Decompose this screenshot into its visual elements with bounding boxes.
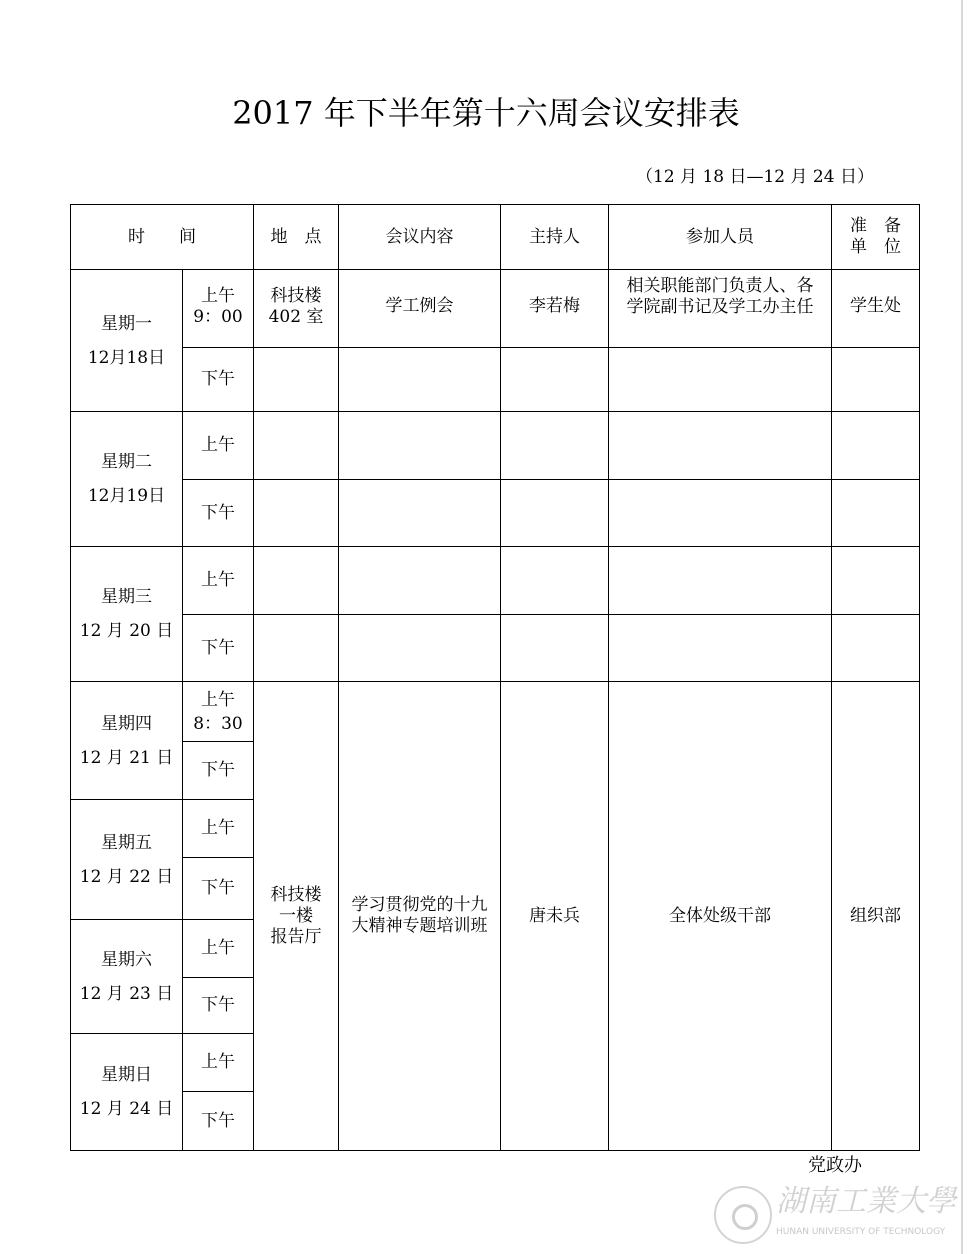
- attendees-cell: 全体处级干部: [609, 682, 832, 1151]
- time-am: 上午: [183, 1034, 254, 1092]
- time-pm: 下午: [183, 742, 254, 800]
- logo-english-name: HUNAN UNIVERSITY OF TECHNOLOGY: [776, 1227, 946, 1237]
- day-label: 星期四: [101, 713, 152, 734]
- table-row: [71, 270, 920, 348]
- empty-cell: [609, 348, 832, 412]
- day-cell: [71, 920, 183, 1034]
- empty-cell: [501, 412, 609, 480]
- empty-cell: [832, 615, 920, 682]
- day-label: 12 月 23 日: [79, 983, 174, 1004]
- day-label: 12 月 20 日: [79, 621, 174, 641]
- date-range: （12 月 18 日—12 月 24 日）: [636, 167, 874, 187]
- empty-cell: [254, 615, 339, 682]
- time-am: 上午 9：00: [183, 270, 254, 348]
- day-label: 12 月 22 日: [79, 866, 174, 887]
- time-am: 上午: [183, 920, 254, 978]
- time-pm: 下午: [183, 858, 254, 920]
- table-row: [71, 480, 920, 547]
- empty-cell: [339, 412, 501, 480]
- document-title: 2017 年下半年第十六周会议安排表: [232, 94, 740, 132]
- time-pm: 下午: [183, 1092, 254, 1151]
- empty-cell: [339, 348, 501, 412]
- place-cell: 科技楼 一楼 报告厅: [254, 682, 339, 1151]
- day-cell: [71, 1034, 183, 1151]
- schedule-table: [70, 204, 920, 1151]
- time-pm: 下午: [183, 615, 254, 682]
- empty-cell: [832, 547, 920, 615]
- empty-cell: [609, 412, 832, 480]
- time-am: 上午: [183, 412, 254, 480]
- content-cell: 学工例会: [339, 270, 501, 348]
- empty-cell: [339, 547, 501, 615]
- empty-cell: [501, 480, 609, 547]
- day-label: 星期三: [101, 587, 152, 607]
- empty-cell: [832, 480, 920, 547]
- host-cell: 李若梅: [501, 270, 609, 348]
- empty-cell: [254, 348, 339, 412]
- empty-cell: [501, 547, 609, 615]
- issuer-signature: 党政办: [808, 1155, 862, 1176]
- header-place: 地 点: [254, 205, 339, 270]
- table-row: [71, 348, 920, 412]
- day-label: 12月19日: [87, 486, 166, 506]
- place-cell: 科技楼 402 室: [254, 270, 339, 348]
- time-pm: 下午: [183, 348, 254, 412]
- day-label: 12 月 21 日: [79, 747, 174, 768]
- time-am: 上午: [183, 800, 254, 858]
- day-label: 星期日: [101, 1065, 152, 1085]
- logo-chinese-name: 湖南工業大學: [776, 1184, 956, 1219]
- empty-cell: [339, 480, 501, 547]
- header-attendees: 参加人员: [609, 205, 832, 270]
- empty-cell: [501, 615, 609, 682]
- day-label: 星期一: [101, 313, 152, 334]
- attendees-cell: 相关职能部门负责人、各学院副书记及学工办主任: [609, 270, 832, 348]
- header-prep-unit: 准 备 单 位: [832, 205, 920, 270]
- empty-cell: [832, 412, 920, 480]
- header-time: 时 间: [71, 205, 254, 270]
- day-cell: [71, 547, 183, 682]
- day-cell: [71, 800, 183, 920]
- time-pm: 下午: [183, 480, 254, 547]
- table-row: [71, 682, 920, 742]
- host-cell: 唐未兵: [501, 682, 609, 1151]
- table-row: [71, 412, 920, 480]
- university-logo-watermark: [712, 1184, 962, 1250]
- time-am: 上午: [183, 547, 254, 615]
- time-pm: 下午: [183, 978, 254, 1034]
- header-content: 会议内容: [339, 205, 501, 270]
- day-label: 12 月 24 日: [79, 1099, 174, 1119]
- empty-cell: [832, 348, 920, 412]
- time-am: 上午 8：30: [183, 682, 254, 742]
- empty-cell: [339, 615, 501, 682]
- empty-cell: [254, 412, 339, 480]
- unit-cell: 学生处: [832, 270, 920, 348]
- empty-cell: [254, 480, 339, 547]
- header-row: [71, 205, 920, 270]
- day-label: 星期五: [101, 832, 152, 853]
- university-seal-icon: [714, 1186, 772, 1244]
- day-label: 星期二: [101, 452, 152, 472]
- empty-cell: [254, 547, 339, 615]
- unit-cell: 组织部: [832, 682, 920, 1151]
- empty-cell: [609, 480, 832, 547]
- day-cell: [71, 270, 183, 412]
- table-row: [71, 615, 920, 682]
- header-host: 主持人: [501, 205, 609, 270]
- empty-cell: [609, 547, 832, 615]
- content-cell: 学习贯彻党的十九大精神专题培训班: [339, 682, 501, 1151]
- day-cell: [71, 682, 183, 800]
- day-label: 星期六: [101, 949, 152, 970]
- table-row: [71, 547, 920, 615]
- day-cell: [71, 412, 183, 547]
- empty-cell: [609, 615, 832, 682]
- day-label: 12月18日: [87, 347, 166, 368]
- empty-cell: [501, 348, 609, 412]
- page-edge: [961, 0, 963, 1254]
